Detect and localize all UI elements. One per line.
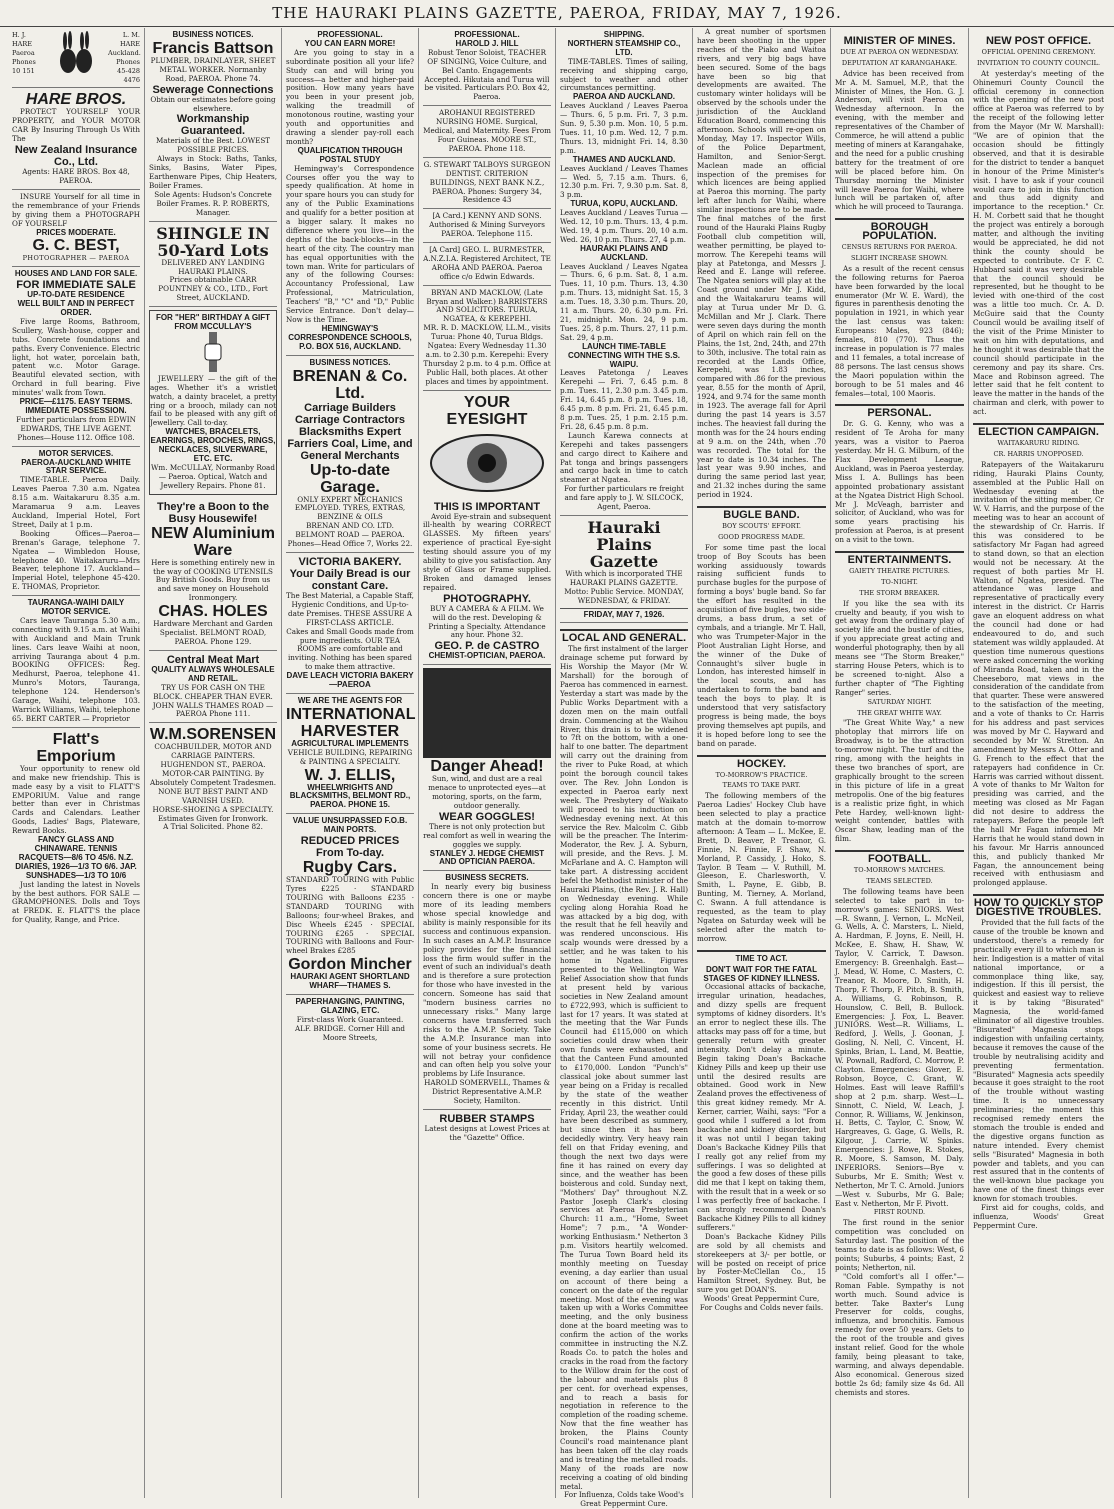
- mccullay-name: Wm. McCULLAY, Normanby Road — Paeroa. Optical, Watch and Jewellery Repairs. Phone 81.: [151, 462, 275, 490]
- ironwork-text: Estimates Given for Ironwork.: [157, 813, 269, 823]
- local-title: LOCAL AND GENERAL.: [560, 629, 688, 643]
- gazette-sub: With which is incorporated THE HAURAKI PLAINS GAZETTE. Motto: Public Service. MONDAY, WEDNESDAY, & FRIDAY.: [564, 568, 684, 605]
- hare-brand: HARE BROS.: [25, 91, 127, 109]
- election-text: Ratepayers of the Waitakaruru riding, Hauraki Plains County, assembled at the Public Hall on Wednesday evening at the invitation of the sitting member, Cr W. V. Harris, and the purpose of the meeting was to hear an account of the stewardship of Cr. Harris. If this was considered to be satisfactory Mr Fagan had agreed to stand down, so that an election would not be necessary. At the request of both parties Mr H. Walton, of Ngatea, presided. The attendance was large and representative of practically every interest in the district. Cr Harris gave an eloquent address on what the council had done or had endeavoured to do, and such statement was wildly applauded. At question time numerous questions were asked concerning the working of Miranda Road, taken and in the Cheeseboro, mat views in the consideration of the candidate from that quarter. These were answered to the satisfaction of the meeting, and a vote of thanks to Cr. Harris for his address and past services was moved by Mr C. Hayward and seconded by Mr W. Stretton. An amendment by Messrs A. Otter and G. French to the effect that the ratepayers had confidence in Cr. Harris was carried without dissent. A vote of thanks to Mr Walton for presiding was carried, and the meeting was closed as Mr Fagan did not desire to address the ratepayers. Before the people left the hall Mr Fagan informed Mr Harris that he would stand down in his favour. Mr Harris announced this, and publicly thanked Mr Fagan, the announcement being received with enthusiasm and prolonged applause.: [973, 459, 1104, 888]
- act-text: Occasional attacks of backache, irregular urination, headaches, and dizzy spells are frequent symptoms of kidney disorders. It's an error to neglect these ills. The attacks may pass off for a time, but generally return with greater intensity. Don't delay a minute. Begin taking Doan's Backache Kidney Pills and keep up their use until the desired results are obtained. Good work in New Zealand proves the effectiveness of this great kidney remedy. Mr A. Kerner, carrier, Waihi, says: "For a good while I suffered a lot from backache and kidney disorder, but it was not until I began taking Doan's Backache Kidney Pills that I really got any relief from my sufferings. I was so delighted at the good a few doses of these pills did me that I kept on taking them, with the result that in a week or so I was perfectly free of backache. I can strongly recommend Doan's Backache Kidney Pills to all kidney sufferers.": [697, 982, 827, 1232]
- photo-title: PHOTOGRAPHY.: [443, 592, 531, 605]
- personal-title: PERSONAL.: [835, 404, 964, 418]
- mccullay-ad: [149, 310, 277, 495]
- eye-illustration: [427, 428, 547, 498]
- brenan-addr: BRENAN AND CO. LTD. BELMONT ROAD — PAEROA. Phones—Head Office 7, Works 22.: [287, 521, 413, 549]
- booking-text: Booking Offices—Paeroa—Brenan's Garage, telephone 7. Ngatea — Wimbledon House, telephone 40. Waitakaruru—Mrs Beaver, telephone 17. Auckland—Imperial Hotel, telephone 45-420. E. THOMAS, Proprietor.: [12, 528, 140, 592]
- castro-sub: CHEMIST-OPTICIAN, PAEROA.: [428, 651, 546, 661]
- hill-title: HAROLD J. HILL: [455, 38, 519, 48]
- motor-services-ad: [12, 447, 140, 597]
- protect-text: PROTECT YOURSELF YOUR PROPERTY, and YOUR MOTOR CAR By Insuring Through Us With The: [12, 107, 140, 144]
- agents-text: Agents: HARE BROS. Box 48, PAEROA.: [22, 167, 130, 185]
- leach-text: DAVE LEACH VICTORIA BAKERY—PAEROA: [286, 671, 414, 690]
- peppermint-text: Woods' Great Peppermint Cure, For Coughs and Colds never fails.: [699, 1294, 824, 1313]
- walls-text: JOHN WALLS THAMES ROAD — PAEROA Phone 111.: [152, 700, 274, 719]
- eyesight-title: YOUR EYESIGHT: [446, 393, 528, 428]
- hill-text: Robust Tenor Soloist, TEACHER OF SINGING, Voice Culture, and Bel Canto. Engagements Accepted. Hikutaia and Turua will be visited. Particulars P.O. Box 42, Paeroa.: [424, 47, 550, 102]
- hare-left-text: H. J. HARE Paeroa Phones 10 151: [12, 31, 36, 75]
- flatt-end-text: Just landing the latest in Novels by the best authors. FOR SALE — GRAMOPHONES. Dolls and Toys at FREDK. E. FLATT'S the place for Quality, Range, and Price.: [12, 879, 140, 925]
- tauranga-text: Cars leave Tauranga 5.30 a.m., connecting with 9.15 a.m. at Waihi with Auckland and Main Trunk lines. Cars leave Waihi at noon, arriving Tauranga about 4 p.m. BOOKING OFFICES: Reg. Medhurst, Paeroa, telephone 41. Munro's Motors, Tauranga, telephone 124. Henderson's Garage, Waihi, telephone 103. Warrick Williams, Waihi, telephone 65. BERT CARTER — Proprietor: [12, 615, 140, 723]
- timetables-text: TIME-TABLES. Times of sailing, receiving and shipping cargo, subject to weather and other circumstances permitting.: [560, 56, 688, 93]
- column-1: [8, 28, 145, 1498]
- turua-text: Leaves Auckland / Leaves Turua — Wed. 12, 10 p.m. Thurs. 13, 4 p.m. Wed. 19, 4 p.m. Thurs. 20, 10 a.m. Wed. 26, 10 p.m. Thurs. 27, 4 p.m.: [560, 208, 688, 244]
- danger-text: Sun, wind, and dust are a real menace to unprotected eyes—at motoring, sports, on the farm, outdoor generally.: [428, 774, 546, 810]
- houses-ad: [12, 267, 140, 446]
- borough-sub: CENSUS RETURNS FOR PAEROA.: [841, 243, 958, 252]
- turua-title: TURUA, KOPU, AUCKLAND.: [570, 199, 678, 209]
- sportsmen-text: A great number of sportsmen have been shooting in the upper reaches of the Piako and Waitoa rivers, and very big bags have been secured. Some of the bags have been so big that developments are awaited. The customary winter holidays will be observed by the schools under the jurisdiction of the Auckland Education Board, commencing this afternoon. Schools will re-open on Monday, May 17. Inspector Wills, of the Police Department, Hamilton, and Senior-Sergt. Maclean made an official inspection of the premises for which licences are being applied at Paeroa this morning. The party left after lunch for Waihi, where similar inspections are to be made. The final matches of the first round of the Hauraki Plains Rugby Football club competition will, weather permitting, be played to-morrow. The Kerepehi teams will play at Patetonga, and Messrs J. Reed and E. Lange will referee. The Ngatea seniors will play at the Coast ground under Mr J. Kidd, and the Waitakaruru teams will play at Turua under Mr D. G. McMillan and Mr J. Clark. There were seven days during the month of April on which rain fell on the Plains, the 1st, 2nd, 24th, and 27th to 30th, inclusive. The total rain as recorded at the Lands Office, Kerepehi, was 1.83 inches, compared with .86 for the previous year, 8.55 for the month of April, 1924, and 9.74 for the same month in 1923. The average fall for April during the past 14 years is 3.57 inches. The heaviest fall during the month was for the 24 hours ending at 9 a.m. on the 24th, when .70 was recorded. The total for the year to date is 10.34 inches. The last year was 9.90 inches, and during the same period last year, and 21.32 inches during the same period in 1924.: [697, 27, 826, 500]
- saturday-text: SATURDAY NIGHT.: [867, 697, 932, 706]
- brenan-title: BRENAN & Co. Ltd.: [292, 367, 408, 402]
- firstclass-text: First-class Work Guaranteed.: [296, 1014, 404, 1024]
- macklow-text: MR. R. D. MACKLOW, LL.M., visits Turua: Phone 40, Turua Bldgs. Ngatea: Every Wednesday 11.30 a.m. to 2.30 p.m. Kerepehi: Every Thursday 2 p.m. to 4 p.m. Office at Public Hall, both places. At other places and times by appointment.: [423, 323, 551, 386]
- hare-bros-ad: [12, 28, 140, 88]
- gazette-date: FRIDAY, MAY 7, 1926.: [583, 609, 665, 619]
- shipping-section: SHIPPING.: [603, 30, 645, 39]
- earn-title: YOU CAN EARN MORE!: [304, 38, 396, 48]
- bakery-title: VICTORIA BAKERY.: [298, 555, 402, 568]
- tonight-text: TO-NIGHT.: [881, 577, 918, 586]
- varnish-text: NONE BUT BEST PAINT AND VARNISH USED.: [158, 786, 268, 805]
- british-text: Buy British Goods. Buy from us and save money on Household Ironmongery.: [155, 575, 271, 603]
- battson-ad: [149, 28, 277, 222]
- eye-text: Avoid Eye-strain and subsequent ill-health by wearing CORRECT GLASSES. My fifteen years' experience of practical Eye-sight testing should assure you of my ability to give you satisfaction. Any style of Glass or Frame supplied. Broken and damaged lenses repaired.: [423, 511, 551, 592]
- stamps-ad: [423, 1110, 551, 1146]
- somervell-text: HAROLD SOMERVELL, Thames & District Representative A.M.P. Society, Hamilton.: [424, 1078, 550, 1106]
- bugle-title: BUGLE BAND.: [697, 506, 826, 520]
- rugby-ad: [286, 814, 414, 995]
- post-title: NEW POST OFFICE.: [985, 35, 1092, 47]
- shingle-title: SHINGLE IN 50-Yard Lots: [156, 223, 270, 260]
- agents-text: Sole Agents: Hudson's Concrete Boiler Frames. R. P. ROBERTS, Manager.: [154, 189, 272, 217]
- holes-title: CHAS. HOLES: [158, 603, 268, 621]
- edwin-text: Further particulars from EDWIN EDWARDS, THE LIVE AGENT. Phones—House 112. Office 108.: [16, 414, 136, 442]
- hockey-sub: TO-MORROW'S PRACTICE.: [715, 770, 808, 779]
- residence-title: UP-TO-DATE RESIDENCE: [27, 290, 125, 300]
- borough-text: As a result of the recent census the following returns for Paeroa have been forwarded by the local enumerator (Mr W. E. Ward), the figures in parenthesis denoting the population in 1921, in which year the last census was taken: Europeans: Males, 923 (846); females, 810 (770). Thus the increase in population is 77 males and 11 females, a total increase of 88 persons. The last census shows the Maori population within the borough to be 51 males and 46 females—total, 100 Maoris.: [835, 263, 964, 398]
- motorcar-text: MOTOR-CAR PAINTING. By Absolutely Competent Tradesmen.: [149, 769, 276, 787]
- borough-head: SLIGHT INCREASE SHOWN.: [851, 253, 948, 262]
- borough-title: BOROUGH POPULATION.: [835, 218, 964, 241]
- first-round-title: FIRST ROUND.: [873, 1208, 926, 1217]
- mccullay-list: WATCHES, BRACELETS, EARRINGS, BROOCHES, RINGS, NECKLACES, SILVERWARE, ETC. ETC.: [150, 427, 276, 463]
- gc-best-title: G. C. BEST,: [32, 237, 120, 255]
- ellis-title: W. J. ELLIS,: [304, 766, 396, 784]
- amp-ad: [423, 871, 551, 1110]
- danger-title: Danger Ahead!: [430, 758, 544, 776]
- kenny-ad: [423, 209, 551, 243]
- stamps-sub: Latest designs at Lowest Prices at the "Gazette" Office.: [424, 1123, 550, 1142]
- business-section: BUSINESS NOTICES.: [172, 30, 254, 39]
- talboys-ad: [423, 158, 551, 210]
- stock-text: Always in Stock: Baths, Tanks, Sinks, Basins, Water Pipes, Earthenware Pipes, Chip Heaters, Boiler Frames.: [149, 154, 277, 190]
- rooms-text: Five large Rooms, Bathroom, Scullery, Wash-house, copper and tubs. Concrete foundations and paths. Every Convenience. Electric light, hot water, porcelain bath, patent w.c. Motor Garage. Beautiful elevated section, with Orchard in full bearing. Five minutes' walk from Town.: [12, 316, 140, 398]
- paeroa-auck-title: PAEROA AND AUCKLAND.: [572, 92, 676, 102]
- gazette-masthead: [560, 516, 688, 624]
- important-title: THIS IS IMPORTANT: [433, 500, 541, 513]
- football-head: TEAMS SELECTED.: [866, 876, 933, 885]
- white-star-title: PAEROA-AUCKLAND WHITE STAR SERVICE.: [21, 457, 131, 476]
- cold-text: "Cold comfort's all I offer."—Roman Fable. Sympathy is not worth much. Sound advice is better. Take Baxter's Lung Preserver for colds, coughs, influenza, and bronchitis. Famous remedy for over 50 years. Gets to the root of the trouble and gives instant relief. Good for the whole family, being pleasant to take, warming, and always dependable. Also economical. Generous sized bottle 2s 6d; family size 4s 6d. All chemists and stores.: [835, 1271, 964, 1397]
- insurance-ad: [12, 88, 140, 189]
- burmester-text: [A Card] GEO. L. BURMESTER, A.N.Z.I.A. Registered Architect, TE AROHA AND PAEROA. Paeroa office c/o Edwin Edwards.: [423, 245, 551, 281]
- aluminium-ad: [149, 498, 277, 651]
- professional-section: PROFESSIONAL.: [317, 30, 383, 39]
- bread-title: Your Daily Bread is our constant Care.: [289, 567, 411, 592]
- horse-text: HORSE-SHOEING A SPECIALTY.: [152, 804, 274, 814]
- column-8: [969, 28, 1108, 1498]
- storm-title: THE STORM BREAKER.: [859, 588, 940, 597]
- mines-text: Advice has been received from Mr A. M. Samuel, M.P., that the Minister of Mines, the Hon. G. J. Anderson, will visit Paeroa on Wednesday afternoon. In the evening, with the member and representatives of the Chamber of Commerce, he will attend a public meeting of miners at Karangahake, and the need for a public crushing battery for the treatment of ore will be placed before him. On Thursday morning the Minister will leave Paeroa for Waihi, where lunch will be partaken of, after which he will proceed to Tauranga.: [835, 68, 964, 212]
- influenza-text: For Influenza, Colds take Wood's Great Peppermint Cure.: [564, 1490, 684, 1509]
- prices-moderate: PRICES MODERATE.: [36, 227, 116, 237]
- goggles-title: WEAR GOGGLES!: [439, 810, 535, 823]
- gazette-title: Hauraki Plains Gazette: [587, 517, 661, 571]
- wristwatch-illustration: [201, 332, 225, 372]
- quality-text: QUALITY ALWAYS WHOLESALE AND RETAIL.: [151, 664, 275, 683]
- cough-text: First aid for coughs, colds, and influenza, Woods' Great Peppermint Cure.: [973, 1203, 1104, 1230]
- fancy-text: FANCY GLASS AND CHINAWARE. TENNIS RACQUETS—8/6 TO 45/6. N.Z. DIARIES, 1926—1/3 TO 6/6. JAP. SUNSHADES—1/3 TO 10/6: [15, 835, 137, 880]
- motor-services-section: MOTOR SERVICES.: [38, 448, 114, 458]
- vehicle-text: VEHICLE BUILDING, REPAIRING & PAINTING A SPECIALTY.: [287, 747, 413, 766]
- hockey-head: TEAMS TO TAKE PART.: [722, 781, 801, 790]
- agri-text: AGRICULTURAL IMPLEMENTS: [291, 738, 409, 748]
- bugle-text: For some time past the local troop of Boy Scouts has been working assiduously towards raising sufficient funds to purchase bugles for the purpose of forming a boys' bugle band. So far the effort has resulted in the acquisition of five bugles, two side-drums, a bass drum, a set of cymbals, and a triangle. Mr T. Hall, who was Trumpeter-Major in the Ploot Australian Light Horse, and the winner of the Duke of Connaught's silver bugle in London, has interested himself in the local scouts, and has undertaken to form the band and teach the boys to play. It is understood that very satisfactory progress is being made, the boys proving themselves apt pupils, and it is hoped before long to see the band on parade.: [697, 542, 826, 748]
- hauraki-title: HAURAKI PLAINS AND AUCKLAND.: [580, 243, 668, 262]
- entertainments-title: ENTERTAINMENTS.: [835, 551, 964, 565]
- aluminium-title: NEW Aluminium Ware: [151, 524, 275, 559]
- bridge-text: ALF. BRIDGE. Corner Hill and Moore Streets,: [294, 1023, 406, 1042]
- doans-text: Doan's Backache Kidney Pills are sold by all chemists and storekeepers at 3/- per bottle, or will be posted on receipt of price by Foster-McClellan Co., 15 Hamilton Street, Sydney. But, be sure you get DOAN'S.: [697, 1231, 826, 1295]
- price-text: PRICE—£1175. EASY TERMS.: [19, 397, 133, 407]
- election-head: CR. HARRIS UNOPPOSED.: [993, 449, 1084, 458]
- act-title: TIME TO ACT.: [697, 950, 826, 964]
- possession-text: IMMEDIATE POSSESSION.: [25, 406, 127, 415]
- qual-text: Hemingway's Correspondence Courses offer you the way to speedy qualification. At home in your spare hours you can study for any of the Public Examinations and qualify for a better position at a bigger salary. It makes no difference where you live—in the depths of the back-blocks—in the heart of the city. The country man has equal opportunities with the town man. Write for particulars of any of the following Courses: Accountancy Professional, Law Professional, Matriculation, Teachers' "B," "C" and "D," Public Service Entrance. Don't delay—Now is the Time.: [286, 163, 414, 324]
- reduced-title: REDUCED PRICES From To-day.: [300, 835, 400, 860]
- mechanics-text: ONLY EXPERT MECHANICS EMPLOYED. TYRES, EXTRAS, BENZINE & OILS: [294, 494, 406, 522]
- mines-sub: DUE AT PAEROA ON WEDNESDAY.: [840, 47, 959, 56]
- insure-text: INSURE Yourself for all time in the remembrance of your Friends by giving them a PHOTOGRAPH OF YOURSELF: [12, 191, 140, 228]
- photographer-text: PHOTOGRAPHER — PAEROA: [22, 254, 130, 263]
- shingle-ad: [149, 222, 277, 308]
- mines-title: MINISTER OF MINES.: [843, 35, 956, 47]
- gaiety-text: GAIETY THEATRE PICTURES.: [849, 566, 950, 575]
- professional-section-2: PROFESSIONAL.: [454, 30, 520, 39]
- post-sub: OFFICIAL OPENING CEREMONY.: [981, 47, 1096, 56]
- column-4: [419, 28, 556, 1498]
- local-text: The first instalment of the larger drainage scheme put forward by His Worship the Mayor (Mr W. Marshall) for the borough of Paeroa has commenced in earnest. Yesterday a start was made by the Public Works Department with a dozen men on the main outfall drain. Commencing at the Waihou River, this drain is to be widened to 7ft on the bottom, with a one-half to one batter. The department will carry out the draining from the river to Puke Road, at which point the borough council takes over. The Rev. John London is expected in Paeroa early next week. The Presbytery of Waikato will proceed to his induction on Wednesday evening next. At this service the Rev. Malcolm C. Gibb will be the preacher. The Interim-Moderator, the Rev. J. A. Syburn, will preside, and the Revs. J. M. McFarlane and A. C. Hampton will take part. A distressing accident befel the Methodist minister of the Hauraki Plains, (the Rev. J. R. Hall) on Wednesday evening. While cycling along Horahia Road he was attacked by a big dog, with the result that he fell heavily and was rendered unconscious. His scalp wounds were dressed by a settler, and he was taken to his home in Ngatea. Figures presented to the Wellington War Relief Association show that funds at present held by various societies in New Zealand amount to £722,993, which is sufficient to last for 17 years. It was stated at the meeting that the War Funds Council had £115,000 on which societies could draw when their own funds were exhausted, and that the Canteen Fund amounted to £170,000. London "Punch's" classical joke about summer last year being on a Friday is recalled by the state of the weather recently in this district. Until Friday, April 23, the weather could have been described as summery, but since then it has been decidedly wintry. Very heavy rain fell on that Friday evening, and though the next two days were fine it has rained on every day since, and the weather has been boisterous and cold. Sunday next, "Mothers' Day" throughout N.Z. Pastor Joseph Clark's closing services at Paeroa Presbyterian Church: 11 a.m., "Home, Sweet Home"; 7 p.m., "A Wonder-working Enthusiasm." Netherton 3 p.m. Visitors heartily welcomed. The Turua Town Board held its monthly meeting on Tuesday evening, a day earlier than usual on account of there being a concert on the date of the regular meeting. Most of the evening was taken up with a Works Committee meeting, and the only business done at the board meeting was to confirm the action of the works committee in instructing the N.Z. Roads Co. to patch the holes and cracks in the road from the factory to the Willow drain for the cost of the labour and materials plus 8 per cent. for overhead expenses, and to reach a basis for negotiation in reference to the completion of the roading scheme. Now that the fine weather has broken, the Plains County Council's road maintenance plant has been taken off the clay roads and is treating the metalled roads. Many of the roads are now receiving a coating of old binding metal.: [560, 644, 688, 1491]
- paper-title: PAPERHANGING, PAINTING, GLAZING, ETC.: [295, 997, 405, 1015]
- invitation-text: INVITATION TO COUNTY COUNCIL.: [976, 58, 1101, 67]
- stamps-title: RUBBER STAMPS: [439, 1112, 535, 1125]
- mccullay-head: FOR "HER" BIRTHDAY A GIFT FROM MCCULLAY'S: [155, 313, 271, 332]
- houses-section: HOUSES AND LAND FOR SALE.: [14, 269, 138, 279]
- launch-text: Leaves Patetonga / Leaves Kerepehi — Fri. 7, 6.45 p.m. 8 p.m. Tues. 11, 2.30 p.m. 3.45 p.m. Fri. 14, 6.45 p.m. 8 p.m. Tues. 18, 6.45 p.m. 8 p.m. Fri. 21, 6.45 p.m. 8 p.m. Tues. 25, 1 p.m. 2.15 p.m. Fri. 28, 6.45 p.m. 8 p.m.: [560, 368, 688, 431]
- battson-sub: PLUMBER, DRAINLAYER, SHEET METAL WORKER. Normanby Road, PAEROA. Phone 74.: [150, 55, 276, 83]
- election-title: ELECTION CAMPAIGN.: [973, 423, 1104, 437]
- sewerage-sub: Obtain our estimates before going elsewhere.: [150, 94, 276, 113]
- secrets-text: In nearly every big business concern there is one or maybe more of its leading members whose special knowledge and ability is mainly responsible for its success and continuous expansion. In such cases an A.M.P. Insurance policy provides for the financial loss the firm would suffer in the event of such an individual's death and is therefore a sure protection for those who have invested in the concern. Someone has said that "modern business carries no unnecessary risks." Many large concerns have transferred such risks to the A.M.P. Society. Take the A.M.P. Insurance man into some of your business secrets. He will not betray your confidence and can often help you solve your problems by Life Insurance.: [423, 882, 551, 1079]
- post-text: At yesterday's meeting of the Ohinemuri County Council the official ceremony in connection with the opening of the new post office at Paeroa was referred to by the receipt of the following letter from the Mayor (Mr W. Marshall): "We are of opinion that the occasion should be fittingly observed, and that it is desirable for the district to tender a banquet in honour of the Prime Minister's visit. I have to ask if your council would care to join in this function and thus add dignity and importance to the reception." Cr. H. M. Corbett said that he thought the project was entirely a borough matter, and although the inviting would be appreciated, he did not think the county should be expected to contribute. Cr F. C. Hubbard said it was very desirable that the council should be represented, but he thought to be levied with one-third of the cost was a little too much. Cr. A. D. McGuire said that the County Council would be availing itself of the visit of the Prime Minister to wait on him with deputations, and he thought it was desirable that the council should participate in the ceremony and pay its share. Crs. Mace and Robinson agreed. The letter said that he felt content to leave the matter in the hands of the chairman and clerk, with power to act.: [973, 68, 1104, 417]
- hare-right-text: L. M. HARE Auckland. Phones 45-428 4476: [108, 31, 141, 84]
- bryan-text: BRYAN AND MACKLOW, (Late Bryan and Walker.) BARRISTERS AND SOLICITORS. TURUA, NGATEA, & KEREPEHI.: [426, 287, 548, 324]
- arohanui-ad: [423, 106, 551, 158]
- secrets-title: BUSINESS SECRETS.: [445, 873, 529, 883]
- further-text: For further particulars re freight and fare apply to J. W. SILCOCK, Agent, Paeroa.: [564, 484, 684, 512]
- built-text: WELL BUILT AND IN PERFECT ORDER.: [17, 299, 135, 318]
- garage-title: Up-to-date Garage.: [310, 461, 390, 496]
- shipping-ad: [560, 28, 688, 516]
- mincher-sub: HAURAKI AGENT SHORTLAND WHARF—THAMES S.: [290, 972, 410, 991]
- hockey-title: HOCKEY.: [697, 755, 826, 769]
- paper-ad: [286, 995, 414, 1046]
- first-round-text: The first round in the senior competition was concluded on Saturday last. The position of the teams to date is as follows: West, 6 points; Suburbs, 4 points; East, 2 points; Netherton, nil.: [835, 1218, 964, 1272]
- kenny-text: [A Card.] KENNY AND SONS. Authorised & Mining Surveyors PAEROA. Telephone 115.: [429, 211, 545, 239]
- bugle-head: GOOD PROGRESS MADE.: [718, 532, 805, 541]
- bryan-ad: [423, 286, 551, 391]
- goggles-text: There is not only protection but real comfort as well in wearing the goggles we supply.: [423, 821, 551, 849]
- nz-insurance-title: New Zealand Insurance Co., Ltd.: [14, 144, 138, 169]
- burmester-ad: [423, 243, 551, 286]
- hemingway-ad: [286, 28, 414, 356]
- hockey-text: The following members of the Paeroa Ladies' Hockey Club have been selected to play a practice match at the domain to-morrow afternoon: A Team — L. McKee, E. Brett, D. Beaver, P. Treanor, G. Finnie, N. Finnie, F. Shaw, N. Morland, P. Cassidy, J. Hoko, S. Taylor. B Team — V. Ruthill, M. Gleeson, E. Charlesworth, V. Smith, L. Payne, E. Gibb, B. Bunting, M. Tierney, A. Morland, C. Swann. A full attendance is requested, as the team to play Ngatea on Saturday week will be selected after the match to-morrow.: [697, 791, 826, 943]
- delivered-text: DELIVERED ANY LANDING HAURAKI PLAINS.: [161, 257, 265, 276]
- football-title: FOOTBALL.: [835, 850, 964, 864]
- column-2: [145, 28, 282, 1498]
- football-sub: TO-MORROW'S MATCHES.: [853, 866, 946, 875]
- rabbits-illustration: [51, 31, 101, 77]
- flatt-ad: [12, 728, 140, 928]
- motorist-illustration: [423, 668, 551, 758]
- sorensen-sub: COACHBUILDER, MOTOR AND CARRIAGE PAINTERS. HUGHENDON ST., PAEROA.: [154, 742, 272, 770]
- storm-text: If you like the sea with its cruelty and beauty, if you wish to get away from the ordinary play of society life and the bustle of cities, if you appreciate great acting and wonderful photography, then by all means see "The Storm Breaker," starring House Peters, which is to be screened to-night. Also a further chapter of "The Fighting Ranger" series.: [835, 598, 964, 697]
- tauranga-title: TAURANGA-WAIHI DAILY MOTOR SERVICE.: [27, 598, 125, 617]
- bread-text: The Best Material, a Capable Staff, Hygienic Conditions, and Up-to-date Premises. THESE ASSURE A FIRST-CLASS ARTICLE.: [286, 590, 414, 627]
- castro-title: GEO. P. de CASTRO: [434, 640, 540, 653]
- brenan-list: Carriage Builders Carriage Contractors Blacksmiths Expert Farriers Coal, Lime, and General Merchants: [287, 401, 413, 462]
- northern-title: NORTHERN STEAMSHIP CO., LTD.: [567, 38, 681, 57]
- central-title: Central Meat Mart: [166, 653, 260, 666]
- materials-text: Materials of the Best. LOWEST POSSIBLE PRICES.: [155, 136, 271, 155]
- personal-text: Dr. G. G. Kenny, who was a resident of Te Aroha for many years, was a visitor to Paeroa yesterday. Mr H. G. Milburn, of the Flax Development League, Auckland, was in Paeroa yesterday. Miss I. A. Bullings has been appointed probationary assistant at the Ngatea District High School. Mr J. McVeagh, barrister and solicitor, of Auckland, who was for some years practising his profession at Paeroa, is at present on a visit to the town.: [835, 419, 964, 545]
- aluminium-sub: Here is something entirely new in the way of COOKING UTENSILS: [151, 557, 275, 576]
- white-way-text: "The Great White Way," a new photoplay that mirrors life on Broadway, is to be the attraction to-morrow night. The turf and the ring, among with the heights in these two branches of sport, are graphically brought to the screen in this picture of life in a great metropolis. One of the big features is a realistic prize fight, in which Pete Hardey, well-known light-weight contender, battles with Oscar Shaw, leading man of the film.: [835, 718, 964, 844]
- local-news: [560, 629, 688, 1509]
- sewerage-title: Sewerage Connections: [152, 83, 274, 96]
- qual-title: QUALIFICATION THROUGH POSTAL STUDY: [297, 145, 403, 164]
- white-way-title: THE GREAT WHITE WAY.: [857, 708, 942, 717]
- thames-text: Leaves Auckland / Leaves Thames — Wed. 5, 7.15 a.m. Thurs. 6, 12.30 p.m. Fri. 7, 9.30 p.m. Sat. 8, 3 p.m.: [560, 163, 688, 200]
- harvester-title: INTERNATIONAL HARVESTER: [286, 705, 416, 740]
- thames-title: THAMES AND AUCKLAND.: [572, 154, 676, 164]
- sorensen-ad: [149, 723, 277, 835]
- act-head: DON'T WAIT FOR THE FATAL STAGES OF KIDNEY ILLNESS.: [703, 964, 820, 983]
- launch-note: Launch Karewa connects at Kerepehi and takes passengers and cargo direct to Kaihere and Pat tonga and brings passengers and cargo back in time to catch steamer at Ngatea.: [560, 430, 688, 485]
- bugle-sub: BOY SCOUTS' EFFORT.: [722, 521, 801, 530]
- goggles-ad: [423, 665, 551, 871]
- for-sale-title: FOR IMMEDIATE SALE: [16, 279, 136, 292]
- photographer-ad: [12, 190, 140, 267]
- cakes-text: Cakes and Small Goods made from pure ingredients. OUR TEA ROOMS are comfortable and inviting. Nothing has been spared to make them attractive.: [286, 626, 414, 672]
- agents-title: WE ARE THE AGENTS FOR: [297, 695, 403, 705]
- column-3: [282, 28, 419, 1498]
- hauraki-text: Leaves Auckland / Leaves Ngatea — Thurs. 6, 6 p.m. Sat. 8, 1 a.m. Tues. 11, 10 p.m. Thurs. 13, 4.30 p.m. Thurs. 13, midnight Sat. 15, 3 a.m. Tues. 18, 3.30 p.m. Thurs. 20, 11 a.m. Thurs. 20, 6.30 p.m. Fri. 21, midnight. Mon. 24, 9 p.m. Tues. 25, 8 p.m. Thurs. 27, 11 p.m. Sat. 29, 4 p.m.: [560, 261, 688, 342]
- hedge-text: STANLEY J. HEDGE CHEMIST AND OPTICIAN PAEROA.: [429, 848, 545, 867]
- eyesight-ad: [423, 391, 551, 666]
- timetable-text: TIME-TABLE. Paeroa Daily. Leaves Paeroa 7.30 a.m. Ngatea 8.15 a.m. Waitakaruru 8.35 a.m. Maramarua 9 a.m. Leaves Auckland, Imperial Hotel, Fort Street, Daily at 1 p.m.: [12, 475, 140, 529]
- harvester-ad: [286, 694, 414, 814]
- digestive-text: Provided that the full facts of the cause of the trouble be known and understood, there's a remedy for practically every ill to which man is heir. Indigestion is a matter of vital national importance, or a commonplace thing like, say, indigestion. If this ill persist, the quickest and easiest way to relieve it is by taking "Bisurated" Magnesia, the world-famed eliminator of all digestive troubles. "Bisurated" Magnesia stops indigestion with unfailing certainty, because it removes the cause of the trouble by neutralising acidity and preventing fermentation. "Bisurated" Magnesia acts speedily because it goes straight to the root of the trouble without wasting time. It is no unnecessary preliminaries; the moment this recognised remedy enters the stomach the trouble is ended and the digestive organs function as nature intended. Every chemist sells "Bisurated" Magnesia in both powder and tablets, and you can rest assured that in the contents of the well-known blue package you have one of the finest things ever known for stomach troubles.: [973, 918, 1104, 1204]
- brenan-ad: [286, 356, 414, 553]
- holes-sub: Hardware Merchant and Garden Specialist. BELMONT ROAD, PAEROA. Phone 129.: [153, 619, 273, 646]
- column-7: [831, 28, 969, 1498]
- business-section-2: BUSINESS NOTICES.: [309, 357, 391, 367]
- mincher-title: Gordon Mincher: [288, 956, 412, 974]
- deputation-text: DEPUTATION AT KARANGAHAKE.: [841, 58, 958, 67]
- photo-text: BUY A CAMERA & A FILM. We will do the rest. Developing & Printing a Specialty. Attendance any hour. Phone 32.: [428, 603, 546, 640]
- flatt-title: Flatt's Emporium: [36, 730, 116, 765]
- ellis-sub: WHEELWRIGHTS AND BLACKSMITHS, BELMONT RD., PAEROA. PHONE 15.: [289, 782, 411, 810]
- meat-mart-ad: [149, 651, 277, 723]
- tauranga-ad: [12, 596, 140, 728]
- workmanship-title: Workmanship Guaranteed.: [176, 113, 250, 138]
- rugby-title: Rugby Cars.: [302, 859, 398, 877]
- trial-text: A Trial Solicited. Phone 82.: [163, 822, 263, 832]
- election-sub: WAITAKARURU RIDING.: [997, 438, 1080, 447]
- flatt-text: Your opportunity to renew old and make new friendship. This is made easy by a visit to FLATT'S EMPORIUM. Value and range better than ever in Christmas Cards and Calendars. Leather Goods, Ladies' Bags, Plateware, Reward Books.: [12, 763, 140, 836]
- carr-text: Prices obtainable CARR POUNTNEY & CO., LTD., Fort Street, AUCKLAND.: [158, 275, 268, 303]
- football-text: The following teams have been selected to take part in to-morrow's games: SENIORS. West—R. Swann, J. Vernon, L. McNeil, G. Wells, A. C. Marsters, L. Nield, A. Hardman, F. Joyns, E. Neill, H. McKee, E. Shaw, H. Shaw, W. Taylor, V. Carrick, T. Dawson. Emergency: B. Greenhalgh. East—J. Mead, W. Home, C. Masters, C. Treanor, R. Moore, D. Smith, H. Thorp, F. Thorp, F. Pitch, B. Smith, A. Williams, G. Robinson, R. Hounslow, C. Bell, B. Bullock. Emergencies: J. Fox, L. Beaver. JUNIORS. West—R. Williams, L. Redford, J. Wells, J. Goonan, J. Gosling, N. Nell, C. Vincent, H. Spinks, Brian, L. Land, M. Beattie, W. Pownall, Radford, C. Morrow, P. Clayton. Emergencies: Glover, E. Robson, Boyce, C. Grant, W. Holmes. East will leave Raffill's shop at 2 p.m. sharp. West—L. Sinnott, C. Nield, W. Leach, J. Connor, R. Williams, W. Jenkinson, H. Betts, C. Taylor, C. Snow, W. Hargreaves, G. Gage, G. Wells, R. Kilgour, J. Carrie, W. Spinks. Emergencies: J. Rowe, R. Stokes, R. Moore, S. Samson, M. Daly. INFERIORS. Seniors—Bye v. Suburbs, Mr E. Smith; West v. Netherton, Mr T. C. Arnold. Juniors—West v. Suburbs, Mr G. Bale; East v. Netherton, Mr F. Pivott.: [835, 886, 964, 1208]
- digestive-title: HOW TO QUICKLY STOP DIGESTIVE TROUBLES.: [973, 894, 1104, 917]
- launch-title: LAUNCH TIME-TABLE CONNECTING WITH THE S.S. WAIPU.: [568, 341, 680, 369]
- paeroa-auck-text: Leaves Auckland / Leaves Paeroa — Thurs. 6, 5 p.m. Fri. 7, 3 p.m. Sun. 9, 5.30 p.m. Mon. 10, 5 p.m. Tues. 11, 10 p.m. Wed. 12, 7 p.m. Thurs. 13, midnight Fri. 14, 8.30 p.m.: [560, 101, 688, 155]
- arohanui-text: AROHANUI REGISTERED NURSING HOME. Surgical, Medical, and Maternity. Fees From Four Guineas. MOORE ST., PAEROA. Phone 118.: [423, 108, 551, 153]
- cash-text: TRY US FOR CASH ON THE BLOCK. CHEAPER THAN EVER.: [153, 682, 273, 701]
- page-masthead: THE HAURAKI PLAINS GAZETTE, PAEROA, FRIDAY, MAY 7, 1926.: [0, 0, 1114, 27]
- hill-ad: [423, 28, 551, 106]
- battson-title: Francis Battson: [152, 39, 274, 57]
- talboys-text: G. STEWART TALBOYS SURGEON DENTIST. CRITERION BUILDINGS, NEXT BANK N.Z., PAEROA. Phones: Surgery 34, Residence 43: [423, 159, 551, 205]
- bakery-ad: [286, 553, 414, 694]
- value-text: VALUE UNSURPASSED F.O.B. MAIN PORTS.: [292, 816, 408, 835]
- boon-title: They're a Boon to the Busy Housewife!: [156, 500, 269, 525]
- earn-text: Are you going to stay in a subordinate position all your life? Study can and will bring you success—a better and higher-paid position. How many years have you been in your present job, walking the treadmill of monotonous routine, wasting your youth and opportunities and drawing a slender pay-roll each month?: [286, 47, 414, 146]
- column-6: [693, 28, 831, 1498]
- newspaper-columns: [8, 27, 1108, 1509]
- column-5: [556, 28, 693, 1509]
- sorensen-title: W.M.SORENSEN: [149, 726, 277, 744]
- hemingway-text: HEMINGWAY'S CORRESPONDENCE SCHOOLS, P.O. BOX 516, AUCKLAND.: [288, 323, 412, 351]
- rugby-list: STANDARD TOURING with Public Tyres £225 · STANDARD TOURING with Balloons £235 · STANDARD TOURING with Balloons; four-wheel Brakes, and Disc Wheels £245 · SPECIAL TOURING £265 · SPECIAL TOURING with Balloons and Four-wheel Brakes £285: [286, 875, 414, 956]
- mccullay-body: JEWELLERY — the gift of the ages. Whether it's a wristlet watch, a dainty bracelet, a pretty ring or a brooch, milady can not fail to be pleased with any gift of Jewellery. Call to-day.: [150, 373, 276, 428]
